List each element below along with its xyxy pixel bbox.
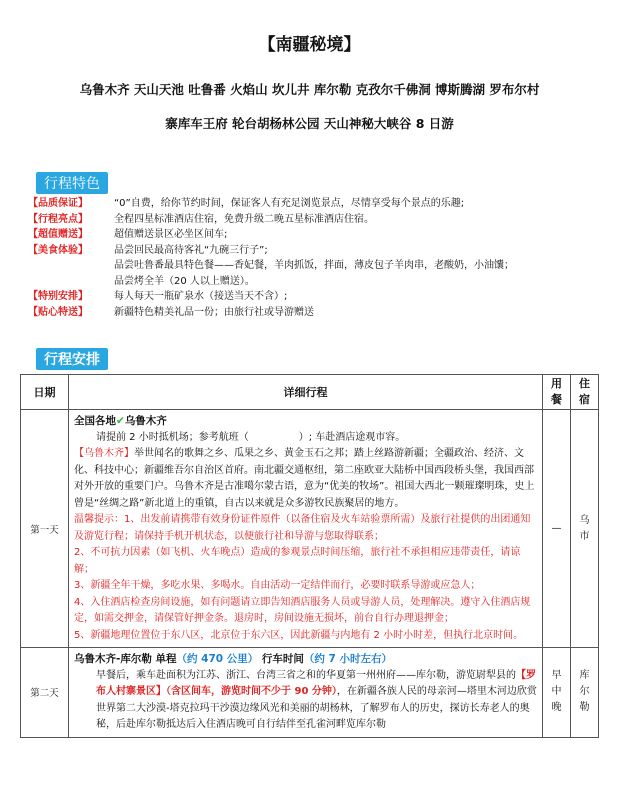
day1-arrival: 请提前 2 小时抵机场；参考航班（ ）; 车赴酒店途观市容。 — [96, 431, 406, 443]
feature-text: 超值赠送景区必坐区间车; — [114, 229, 228, 240]
tip-item: 4、入住酒店检查房间设施，如有问题请立即告知酒店服务人员或导游人员，处理解决。遵守入住酒店规定，如需交押金，请保管好押金条。退房时，房间设施无损坏，前台自行办理退押金； — [74, 596, 531, 624]
itinerary-table — [20, 374, 599, 738]
features-section-tag: 行程特色 — [36, 172, 108, 194]
table-row-day1 — [21, 410, 599, 648]
feature-text: 品尝烤全羊（20 人以上赠送）。 — [114, 275, 255, 287]
feature-label: 【行程亮点】 — [28, 213, 88, 225]
header-detail: 详细行程 — [69, 375, 543, 410]
feature-item-quality — [28, 196, 608, 212]
route-line-2: 寨库车王府 轮台胡杨林公园 天山神秘大峡谷 8 日游 — [165, 116, 454, 131]
day1-intro: 【乌鲁木齐】举世闻名的歌舞之乡、瓜果之乡、黄金玉石之邦；踏上丝路游新疆；全疆政治、经济、文化、科技中心；新疆维吾尔自治区首府。南北疆交通枢纽，第二座欧亚大陆桥中国西段桥头堡，我国西部对外开放的重要门户。乌鲁木齐是古准噶尔蒙古语，意为“优美的牧场”。祖国大西北一颗璀璨明珠，史上曾是“丝绸之路”新北道上的重镇，自古以来就是众多游牧民族聚居的地方。 — [74, 448, 535, 509]
header-meal: 用餐 — [543, 375, 571, 410]
page-title: 【南疆秘境】 — [258, 35, 361, 55]
feature-label: 【美食体验】 — [28, 244, 88, 256]
feature-text: 全程四星标准酒店住宿，免费升级二晚五星标准酒店住宿。 — [114, 213, 374, 225]
itinerary-section-tag: 行程安排 — [36, 348, 108, 370]
stay-cell: 乌市 — [571, 410, 599, 648]
feature-text: 每人每天一瓶矿泉水（接送当天不含）; — [114, 291, 288, 302]
feature-text: “0”自费，给你节约时间，保证客人有充足浏览景点，尽情享受每个景点的乐趣; — [114, 198, 465, 209]
feature-item-food — [28, 243, 608, 259]
stay-cell: 库尔勒 — [571, 648, 599, 738]
features-list — [28, 196, 608, 320]
day1-tips — [74, 512, 537, 644]
tips-heading: 温馨提示：1、出发前请携带有效身份证件原件（以备住宿及火车站验票所需）及旅行社提供的出团通知及游览行程；请保持手机开机状态，以便旅行社和导游与您取得联系； — [74, 514, 531, 542]
feature-item-gift — [28, 227, 608, 243]
feature-item-special — [28, 289, 608, 305]
table-row-day2 — [21, 648, 599, 738]
header-day: 日期 — [21, 375, 69, 410]
feature-item-highlight — [28, 212, 608, 228]
feature-label: 【贴心特送】 — [28, 306, 88, 318]
feature-label: 【品质保证】 — [28, 198, 88, 209]
feature-text: 品尝吐鲁番最具特色餐——香妃餐，羊肉抓饭，拌面，薄皮包子羊肉串，老酸奶，小油馕； — [114, 260, 514, 271]
header-stay: 住宿 — [571, 375, 599, 410]
day-label: 第一天 — [21, 410, 69, 648]
meal-cell: 早中晚 — [543, 648, 571, 738]
feature-item-care — [28, 305, 608, 321]
day-label: 第二天 — [21, 648, 69, 738]
day1-heading: 全国各地✔乌鲁木齐 — [74, 415, 167, 427]
check-icon: ✔ — [116, 415, 125, 427]
day2-heading: 乌鲁木齐-库尔勒 单程（约 470 公里） 行车时间（约 7 小时左右） — [74, 653, 393, 665]
tip-item: 2、不可抗力因素（如飞机、火车晚点）造成的参观景点时间压缩，旅行社不承担相应违带责任，请谅解； — [74, 547, 521, 575]
day-detail — [69, 410, 543, 648]
day2-description: 早餐后，乘车赴面积为江苏、浙江、台湾三省之和的华夏第一州州府——库尔勒，游览尉犁县的【罗布人村寨景区】（含区间车，游览时间不少于 90 分钟），在新疆各族人民的母亲河—塔里木河边欣赏世界第二大沙漠-塔克拉玛干沙漠边缘风光和美丽的胡杨林，了解罗布人的历史，探访长寿老人的奥秘，后赴库尔勒抵达后入住酒店晚可自行结伴至孔雀河畔览库尔勒 — [96, 669, 537, 730]
table-header-row — [21, 375, 599, 410]
feature-label: 【超值赠送】 — [28, 229, 88, 240]
feature-text: 品尝回民最高待客礼“九碗三行子”; — [114, 244, 268, 256]
day-detail — [69, 648, 543, 738]
meal-cell: — — [543, 410, 571, 648]
tip-item: 3、新疆全年干燥，多吃水果、多喝水。自由活动一定结伴而行，必要时联系导游或应急人； — [74, 580, 481, 591]
route-line-1: 乌鲁木齐 天山天池 吐鲁番 火焰山 坎儿井 库尔勒 克孜尔千佛洞 博斯腾湖 罗布尔村 — [79, 82, 540, 97]
tip-item: 5、新疆地理位置位于东八区，北京位于东六区，因此新疆与内地有 2 小时小时差，但执行北京时间。 — [74, 629, 524, 641]
feature-text: 新疆特色精美礼品一份；由旅行社或导游赠送 — [114, 306, 314, 318]
feature-label: 【特别安排】 — [28, 291, 88, 302]
